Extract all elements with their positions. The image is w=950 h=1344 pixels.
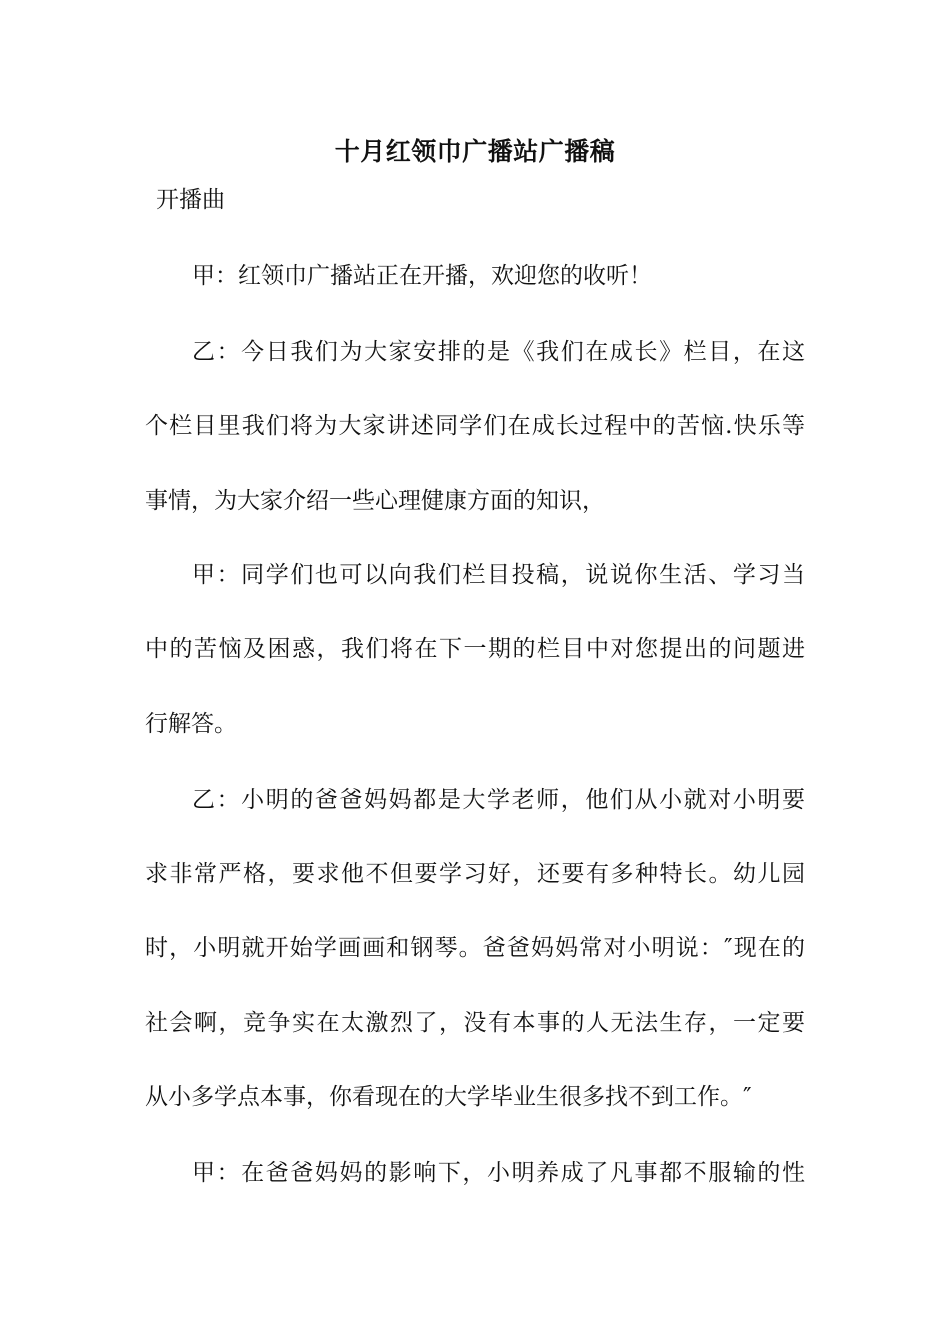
text-line: 求非常严格，要求他不但要学习好，还要有多种特长。幼儿园 <box>145 861 805 887</box>
text-line: 个栏目里我们将为大家讲述同学们在成长过程中的苦恼.快乐等 <box>145 413 805 439</box>
text-line: 甲：红领巾广播站正在开播，欢迎您的收听！ <box>192 263 652 289</box>
text-line: 乙：小明的爸爸妈妈都是大学老师，他们从小就对小明要 <box>192 787 805 813</box>
text-line: 时，小明就开始学画画和钢琴。爸爸妈妈常对小明说：″现在的 <box>145 935 805 961</box>
text-line: 行解答。 <box>145 711 237 737</box>
text-line: 甲：在爸爸妈妈的影响下，小明养成了凡事都不服输的性 <box>192 1160 805 1186</box>
text-line: 乙：今日我们为大家安排的是《我们在成长》栏目，在这 <box>192 339 805 365</box>
opening-music-label: 开播曲 <box>156 187 225 213</box>
text-line: 甲：同学们也可以向我们栏目投稿，说说你生活、学习当 <box>192 562 805 588</box>
text-line: 从小多学点本事，你看现在的大学毕业生很多找不到工作。″ <box>145 1084 752 1110</box>
document-title: 十月红领巾广播站广播稿 <box>334 137 616 166</box>
text-line: 社会啊，竞争实在太激烈了，没有本事的人无法生存，一定要 <box>145 1010 805 1036</box>
text-line: 中的苦恼及困惑，我们将在下一期的栏目中对您提出的问题进 <box>145 636 805 662</box>
text-line: 事情，为大家介绍一些心理健康方面的知识， <box>145 488 605 514</box>
